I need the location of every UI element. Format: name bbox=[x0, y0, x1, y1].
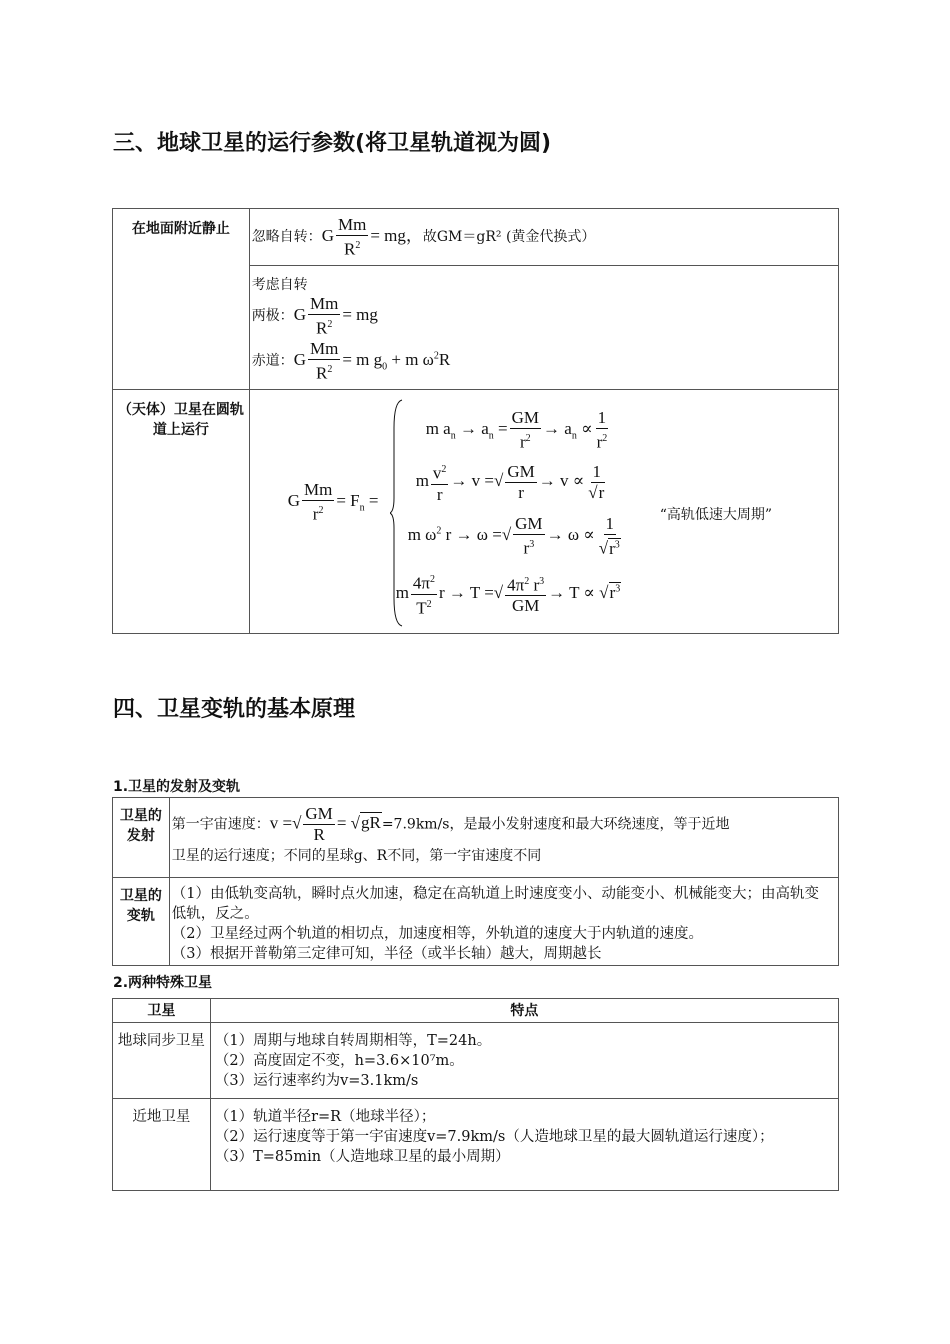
near-feature-line: （3）T=85min（人造地球卫星的最小周期） bbox=[214, 1149, 510, 1165]
sync-feature-line: （2）高度固定不变，h=3.6×10⁷m。 bbox=[214, 1053, 464, 1069]
acceleration-formula: m $a_n \to a_n$ = $\frac{GM}{r^2}$ → $a_n$ ∝ $\frac{1}{r^2}$ bbox=[425, 408, 608, 452]
first-cosmic-velocity-prefix: 第一宇宙速度： bbox=[171, 816, 270, 833]
pole-formula: 两极：G $\frac{Mm}{R^2}$ = mg bbox=[251, 294, 378, 338]
orbit-change-line: （2）卫星经过两个轨道的相切点，加速度相等，外轨道的速度大于内轨道的速度。 bbox=[171, 926, 703, 942]
ignore-rotation-formula: 忽略自转：G $\frac{Mm}{R^2}$ = mg，故GM＝gR² (黄金代换式） bbox=[251, 215, 596, 259]
angular-velocity-formula: m $\omega^2$ r → ω =√ $\frac{GM}{r^3}$ → ω ∝ $\frac{1}{√r^3}$ bbox=[407, 514, 620, 558]
near-feature-line: （2）运行速度等于第一宇宙速度v=7.9km/s（人造地球卫星的最大圆轨道运行速度）； bbox=[214, 1129, 774, 1145]
gravity-equals-centripetal: G $\frac{Mm}{r^2}$ = $F_n$ = bbox=[287, 480, 379, 524]
golden-substitution-note: 故GM＝gR² (黄金代换式） bbox=[422, 229, 596, 246]
launch-label-cell bbox=[113, 798, 170, 878]
period-formula: m $\frac{4\pi^2}{T^2}$ r → T =√ $\frac{4\pi^2 r^3}{GM}$ → $T \propto √r^3$ bbox=[396, 570, 622, 618]
row-ground-label-cell bbox=[113, 209, 250, 390]
launch-content-cell bbox=[169, 798, 838, 878]
section3-title: 三、地球卫星的运行参数(将卫星轨道视为圆) bbox=[113, 131, 552, 156]
sync-satellite-name: 地球同步卫星 bbox=[117, 1033, 205, 1049]
first-cosmic-velocity-tail: =7.9km/s，是最小发射速度和最大环绕速度，等于近地 bbox=[381, 816, 730, 833]
near-satellite-features-cell bbox=[210, 1099, 838, 1191]
near-satellite-name-cell bbox=[113, 1099, 211, 1191]
ground-static-label: 在地面附近静止 bbox=[131, 221, 230, 237]
launch-subtitle: 1.卫星的发射及变轨 bbox=[113, 779, 241, 795]
ignore-rotation-cell bbox=[249, 209, 838, 266]
header-feature-cell bbox=[210, 999, 838, 1023]
row-orbit-label-cell bbox=[113, 390, 250, 634]
launch-orbit-table bbox=[112, 797, 839, 966]
column-header-feature: 特点 bbox=[510, 1002, 539, 1019]
sync-satellite-features-cell bbox=[210, 1023, 838, 1099]
orbit-change-content-cell bbox=[169, 878, 838, 966]
orbit-change-label: 卫星的变轨 bbox=[119, 888, 162, 924]
sync-feature-line: （1）周期与地球自转周期相等，T=24h。 bbox=[214, 1033, 492, 1049]
near-satellite-name: 近地卫星 bbox=[132, 1109, 191, 1125]
section4-title: 四、卫星变轨的基本原理 bbox=[113, 697, 356, 722]
sync-satellite-name-cell bbox=[113, 1023, 211, 1099]
equator-formula: 赤道：G $\frac{Mm}{R^2}$ = m $g_0 + m$ $\omega^2R$ bbox=[251, 338, 451, 383]
launch-label: 卫星的发射 bbox=[119, 808, 162, 844]
orbit-change-label-cell bbox=[113, 878, 170, 966]
consider-rotation-cell bbox=[249, 266, 838, 390]
sync-feature-line: （3）运行速率约为v=3.1km/s bbox=[214, 1073, 419, 1089]
orbit-formulas-cell bbox=[249, 390, 838, 634]
circular-orbit-label: （天体）卫星在圆轨道上运行 bbox=[117, 402, 244, 438]
near-feature-line: （1）轨道半径r=R（地球半径）； bbox=[214, 1109, 436, 1125]
orbit-parameters-table bbox=[112, 208, 839, 634]
pole-prefix: 两极： bbox=[251, 308, 294, 325]
header-satellite-cell bbox=[113, 999, 211, 1023]
high-orbit-slogan: “高轨低速大周期” bbox=[659, 507, 773, 523]
equator-prefix: 赤道： bbox=[251, 352, 294, 369]
orbit-change-line: （3）根据开普勒第三定律可知，半径（或半长轴）越大，周期越长 bbox=[171, 946, 602, 962]
special-satellites-subtitle: 2.两种特殊卫星 bbox=[113, 975, 213, 991]
first-cosmic-velocity-note: 卫星的运行速度；不同的星球g、R不同，第一宇宙速度不同 bbox=[171, 848, 542, 864]
special-satellites-table bbox=[112, 998, 839, 1191]
ignore-rotation-prefix: 忽略自转： bbox=[251, 229, 322, 246]
consider-rotation-title: 考虑自转 bbox=[251, 277, 308, 293]
column-header-satellite: 卫星 bbox=[147, 1002, 176, 1019]
first-cosmic-velocity-formula: 第一宇宙速度：v =√ $\frac{GM}{R}$ = √gR=7.9km/s，是最小发射速度和最大环绕速度，等于近地 bbox=[171, 804, 730, 844]
velocity-formula: m $\frac{v^2}{r}$ → v =√ $\frac{GM}{r}$ → v ∝ $\frac{1}{√r}$ bbox=[415, 461, 605, 504]
orbit-change-line: （1）由低轨变高轨，瞬时点火加速，稳定在高轨道上时速度变小、动能变小、机械能变大；由高轨变低轨，反之。 bbox=[171, 886, 819, 922]
